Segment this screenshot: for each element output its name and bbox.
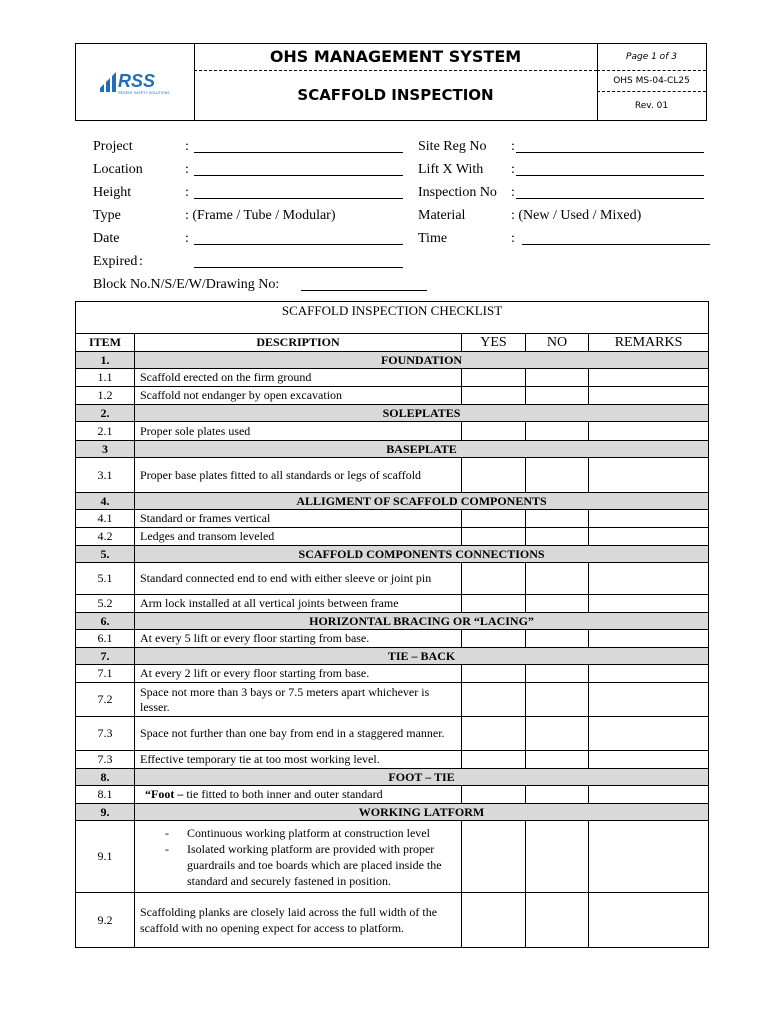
remarks-cell[interactable]: [589, 528, 709, 546]
section-row: [76, 613, 709, 630]
project-field[interactable]: [194, 152, 403, 153]
header-titles: [194, 44, 598, 120]
table-row: [76, 683, 709, 717]
column-headers: [76, 334, 709, 352]
colon: :: [511, 231, 515, 246]
section-number: 5.: [76, 546, 135, 563]
remarks-cell[interactable]: [589, 786, 709, 804]
item-number: 7.1: [76, 665, 135, 683]
section-row: [76, 405, 709, 422]
colon: :: [185, 231, 189, 246]
colon: :: [511, 162, 515, 177]
table-row: [76, 717, 709, 751]
remarks-cell[interactable]: [589, 595, 709, 613]
remarks-cell[interactable]: [589, 893, 709, 948]
no-cell[interactable]: [526, 630, 589, 648]
item-description: Proper base plates fitted to all standards or legs of scaffold: [135, 458, 462, 493]
item-text: tie fitted to both inner and outer standard: [183, 787, 383, 801]
item-number: 3.1: [76, 458, 135, 493]
no-cell[interactable]: [526, 510, 589, 528]
item-description: At every 5 lift or every floor starting from base.: [135, 630, 462, 648]
section-row: [76, 769, 709, 786]
no-cell[interactable]: [526, 751, 589, 769]
item-number: 9.1: [76, 821, 135, 893]
section-number: 7.: [76, 648, 135, 665]
type-options: : (Frame / Tube / Modular): [185, 208, 336, 223]
table-row: [76, 458, 709, 493]
yes-cell[interactable]: [462, 528, 526, 546]
table-row: [76, 630, 709, 648]
no-cell[interactable]: [526, 422, 589, 441]
no-cell[interactable]: [526, 821, 589, 893]
item-number: 7.2: [76, 683, 135, 717]
block-field[interactable]: [301, 290, 427, 291]
item-number: 4.1: [76, 510, 135, 528]
remarks-cell[interactable]: [589, 751, 709, 769]
remarks-cell[interactable]: [589, 422, 709, 441]
no-cell[interactable]: [526, 595, 589, 613]
item-emphasis: “Foot –: [145, 787, 184, 801]
item-number: 1.2: [76, 387, 135, 405]
table-row: [76, 422, 709, 441]
item-description: Standard or frames vertical: [135, 510, 462, 528]
section-row: [76, 441, 709, 458]
item-number: 5.1: [76, 563, 135, 595]
yes-cell[interactable]: [462, 563, 526, 595]
logo-subtext: REGENT SAFETY SOLUTIONS: [118, 91, 170, 95]
item-number: 7.3: [76, 717, 135, 751]
no-cell[interactable]: [526, 665, 589, 683]
yes-cell[interactable]: [462, 786, 526, 804]
no-cell[interactable]: [526, 893, 589, 948]
no-cell[interactable]: [526, 369, 589, 387]
table-row: [76, 528, 709, 546]
height-field[interactable]: [194, 198, 403, 199]
no-cell[interactable]: [526, 563, 589, 595]
item-description: Arm lock installed at all vertical joints between frame: [135, 595, 462, 613]
remarks-cell[interactable]: [589, 717, 709, 751]
section-title: HORIZONTAL BRACING OR “LACING”: [135, 613, 709, 630]
remarks-cell[interactable]: [589, 683, 709, 717]
logo-text: RSS: [118, 71, 156, 91]
no-cell[interactable]: [526, 528, 589, 546]
material-options: : (New / Used / Mixed): [511, 208, 642, 223]
date-field[interactable]: [194, 244, 403, 245]
table-row: [76, 665, 709, 683]
expired-field[interactable]: [194, 267, 403, 268]
yes-cell[interactable]: [462, 510, 526, 528]
yes-cell[interactable]: [462, 893, 526, 948]
colon: :: [511, 185, 515, 200]
project-label: Project: [93, 139, 133, 154]
item-description: [135, 786, 462, 804]
section-row: [76, 546, 709, 563]
remarks-cell[interactable]: [589, 821, 709, 893]
section-title: ALLIGMENT OF SCAFFOLD COMPONENTS: [135, 493, 709, 510]
section-title: SOLEPLATES: [135, 405, 709, 422]
section-number: 2.: [76, 405, 135, 422]
section-row: [76, 352, 709, 369]
section-title: TIE – BACK: [135, 648, 709, 665]
checklist-title: SCAFFOLD INSPECTION CHECKLIST: [76, 302, 709, 334]
no-cell[interactable]: [526, 786, 589, 804]
section-number: 4.: [76, 493, 135, 510]
section-title: WORKING LATFORM: [135, 804, 709, 821]
time-field[interactable]: [522, 244, 710, 245]
no-cell[interactable]: [526, 387, 589, 405]
item-number: 5.2: [76, 595, 135, 613]
no-cell[interactable]: [526, 458, 589, 493]
item-description: Space not further than one bay from end in a staggered manner.: [135, 717, 462, 751]
item-description: Scaffold erected on the firm ground: [135, 369, 462, 387]
yes-cell[interactable]: [462, 751, 526, 769]
yes-cell[interactable]: [462, 717, 526, 751]
yes-cell[interactable]: [462, 630, 526, 648]
location-label: Location: [93, 162, 143, 177]
item-number: 9.2: [76, 893, 135, 948]
remarks-cell[interactable]: [589, 510, 709, 528]
revision: Rev. 01: [634, 101, 669, 111]
section-row: [76, 648, 709, 665]
item-description: Scaffolding planks are closely laid across the full width of the scaffold with no opening expect for access to platform.: [135, 893, 462, 948]
item-description: Ledges and transom leveled: [135, 528, 462, 546]
item-number: 1.1: [76, 369, 135, 387]
yes-cell[interactable]: [462, 387, 526, 405]
location-field[interactable]: [194, 175, 403, 176]
table-row: [76, 751, 709, 769]
section-row: [76, 804, 709, 821]
item-description: [135, 821, 462, 893]
section-title: FOUNDATION: [135, 352, 709, 369]
item-number: 8.1: [76, 786, 135, 804]
table-row: [76, 595, 709, 613]
inspection-checklist: [75, 301, 709, 948]
col-remarks: REMARKS: [589, 334, 709, 352]
table-row: [76, 369, 709, 387]
rss-logo: [98, 66, 178, 96]
remarks-cell[interactable]: [589, 630, 709, 648]
section-number: 1.: [76, 352, 135, 369]
type-label: Type: [93, 208, 121, 223]
section-number: 8.: [76, 769, 135, 786]
date-label: Date: [93, 231, 120, 246]
item-description: Effective temporary tie at too most working level.: [135, 751, 462, 769]
no-cell[interactable]: [526, 717, 589, 751]
section-number: 6.: [76, 613, 135, 630]
item-description: Proper sole plates used: [135, 422, 462, 441]
yes-cell[interactable]: [462, 422, 526, 441]
site-reg-field[interactable]: [516, 152, 704, 153]
system-title: OHS MANAGEMENT SYSTEM: [194, 44, 597, 71]
block-label: Block No.N/S/E/W/Drawing No:: [93, 277, 280, 292]
col-no: NO: [526, 334, 589, 352]
remarks-cell[interactable]: [589, 458, 709, 493]
table-row: [76, 821, 709, 893]
yes-cell[interactable]: [462, 821, 526, 893]
yes-cell[interactable]: [462, 458, 526, 493]
expired-label: Expired: [93, 254, 138, 269]
yes-cell[interactable]: [462, 665, 526, 683]
col-item: ITEM: [76, 334, 135, 352]
colon: :: [511, 139, 515, 154]
section-title: FOOT – TIE: [135, 769, 709, 786]
table-row: [76, 563, 709, 595]
remarks-cell[interactable]: [589, 563, 709, 595]
height-label: Height: [93, 185, 132, 200]
table-row: [76, 387, 709, 405]
colon: :: [185, 139, 189, 154]
material-label: Material: [418, 208, 466, 223]
list-item: - Isolated working platform are provided with proper guardrails and toe boards which are placed inside the standard and securely fastened in position.: [187, 841, 456, 889]
section-row: [76, 493, 709, 510]
item-number: 7.3: [76, 751, 135, 769]
logo-cell: [76, 44, 195, 120]
item-number: 2.1: [76, 422, 135, 441]
list-item: - Continuous working platform at construction level: [187, 825, 456, 841]
col-description: DESCRIPTION: [135, 334, 462, 352]
doc-code: OHS MS-04-CL25: [597, 71, 706, 92]
section-title: BASEPLATE: [135, 441, 709, 458]
remarks-cell[interactable]: [589, 387, 709, 405]
section-number: 3: [76, 441, 135, 458]
item-description: Scaffold not endanger by open excavation: [135, 387, 462, 405]
remarks-cell[interactable]: [589, 665, 709, 683]
lift-label: Lift X With: [418, 162, 484, 177]
section-title: SCAFFOLD COMPONENTS CONNECTIONS: [135, 546, 709, 563]
item-number: 6.1: [76, 630, 135, 648]
col-yes: YES: [462, 334, 526, 352]
site-reg-label: Site Reg No: [418, 139, 487, 154]
inspection-no-field[interactable]: [516, 198, 704, 199]
document-header: [75, 43, 707, 121]
section-number: 9.: [76, 804, 135, 821]
time-label: Time: [418, 231, 448, 246]
page-number: Page 1 of 3: [597, 44, 706, 71]
colon: :: [185, 185, 189, 200]
header-meta: [597, 44, 706, 120]
no-cell[interactable]: [526, 683, 589, 717]
item-number: 4.2: [76, 528, 135, 546]
colon: :: [185, 162, 189, 177]
inspection-no-label: Inspection No: [418, 185, 497, 200]
yes-cell[interactable]: [462, 369, 526, 387]
lift-field[interactable]: [516, 175, 704, 176]
item-description: Space not more than 3 bays or 7.5 meters apart whichever is lesser.: [135, 683, 462, 717]
table-row: [76, 510, 709, 528]
remarks-cell[interactable]: [589, 369, 709, 387]
colon: :: [139, 254, 143, 269]
yes-cell[interactable]: [462, 683, 526, 717]
yes-cell[interactable]: [462, 595, 526, 613]
item-description: At every 2 lift or every floor starting from base.: [135, 665, 462, 683]
table-row: [76, 893, 709, 948]
item-description: Standard connected end to end with either sleeve or joint pin: [135, 563, 462, 595]
table-row: [76, 786, 709, 804]
form-title: SCAFFOLD INSPECTION: [297, 86, 494, 104]
